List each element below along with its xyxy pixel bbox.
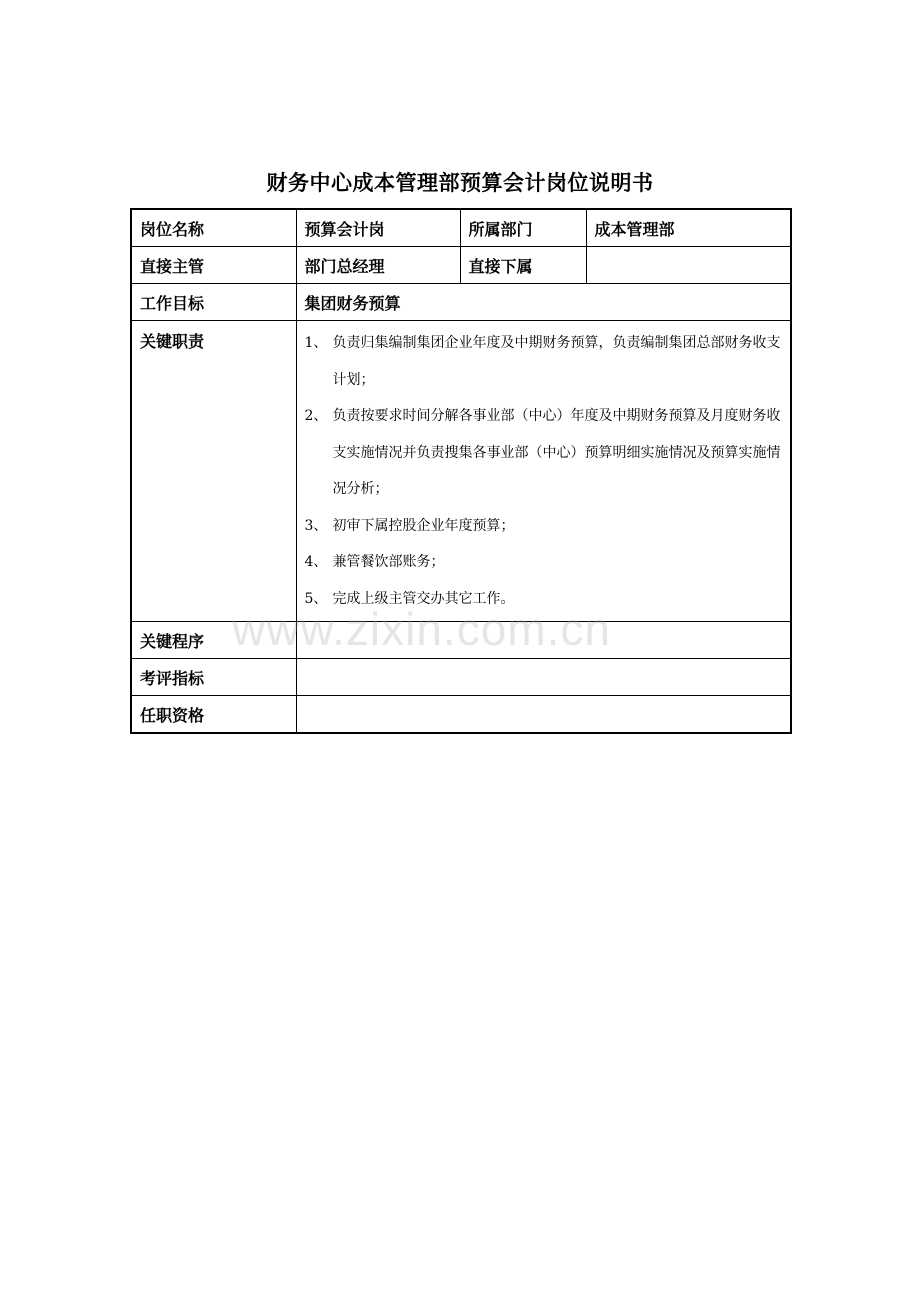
duty-text: 负责按要求时间分解各事业部（中心）年度及中期财务预算及月度财务收支实施情况并负责搜集各事业部（中心）预算明细实施情况及预算实施情况分析； xyxy=(332,408,781,497)
label-work-goal: 工作目标 xyxy=(131,284,296,321)
qualification-value xyxy=(296,696,791,734)
label-qualification: 任职资格 xyxy=(131,696,296,734)
table-row-position xyxy=(131,209,791,247)
document-title: 财务中心成本管理部预算会计岗位说明书 xyxy=(266,171,654,195)
duty-item-5 xyxy=(305,581,787,618)
duty-item-4 xyxy=(305,544,787,581)
duty-number: 1、 xyxy=(304,335,328,351)
duty-number: 3、 xyxy=(304,517,328,534)
label-direct-subordinate: 直接下属 xyxy=(460,247,586,284)
label-evaluation-index: 考评指标 xyxy=(131,659,296,696)
key-duties-list xyxy=(296,321,791,622)
label-department: 所属部门 xyxy=(460,209,586,247)
key-procedure-value xyxy=(296,622,791,659)
label-key-duties: 关键职责 xyxy=(131,321,296,622)
table-row-duties xyxy=(131,321,791,622)
duty-number: 2、 xyxy=(304,408,328,424)
direct-supervisor-value: 部门总经理 xyxy=(296,247,460,284)
position-name-value: 预算会计岗 xyxy=(296,209,460,247)
table-row-goal xyxy=(131,284,791,321)
table-row-qualification xyxy=(131,696,791,734)
label-direct-supervisor: 直接主管 xyxy=(131,247,296,284)
duty-number: 4、 xyxy=(304,554,328,570)
duty-item-2 xyxy=(305,398,787,508)
job-description-table xyxy=(130,208,792,734)
duty-text: 负责归集编制集团企业年度及中期财务预算，负责编制集团总部财务收支计划； xyxy=(332,335,781,388)
department-value: 成本管理部 xyxy=(586,209,791,247)
table-row-procedure xyxy=(131,622,791,659)
duty-item-3 xyxy=(305,508,787,545)
watermark: www.zixin.com.cn xyxy=(232,603,611,655)
duty-text: 兼管餐饮部账务； xyxy=(332,554,445,570)
duty-item-1 xyxy=(305,325,787,398)
label-key-procedure: 关键程序 xyxy=(131,622,296,659)
evaluation-index-value xyxy=(296,659,791,696)
work-goal-value: 集团财务预算 xyxy=(296,284,791,321)
duty-text: 完成上级主管交办其它工作。 xyxy=(332,590,515,607)
table-row-reporting xyxy=(131,247,791,284)
table-row-evaluation xyxy=(131,659,791,696)
duty-number: 5、 xyxy=(304,590,328,607)
direct-subordinate-value xyxy=(586,247,791,284)
duty-text: 初审下属控股企业年度预算； xyxy=(332,517,515,534)
label-position-name: 岗位名称 xyxy=(131,209,296,247)
